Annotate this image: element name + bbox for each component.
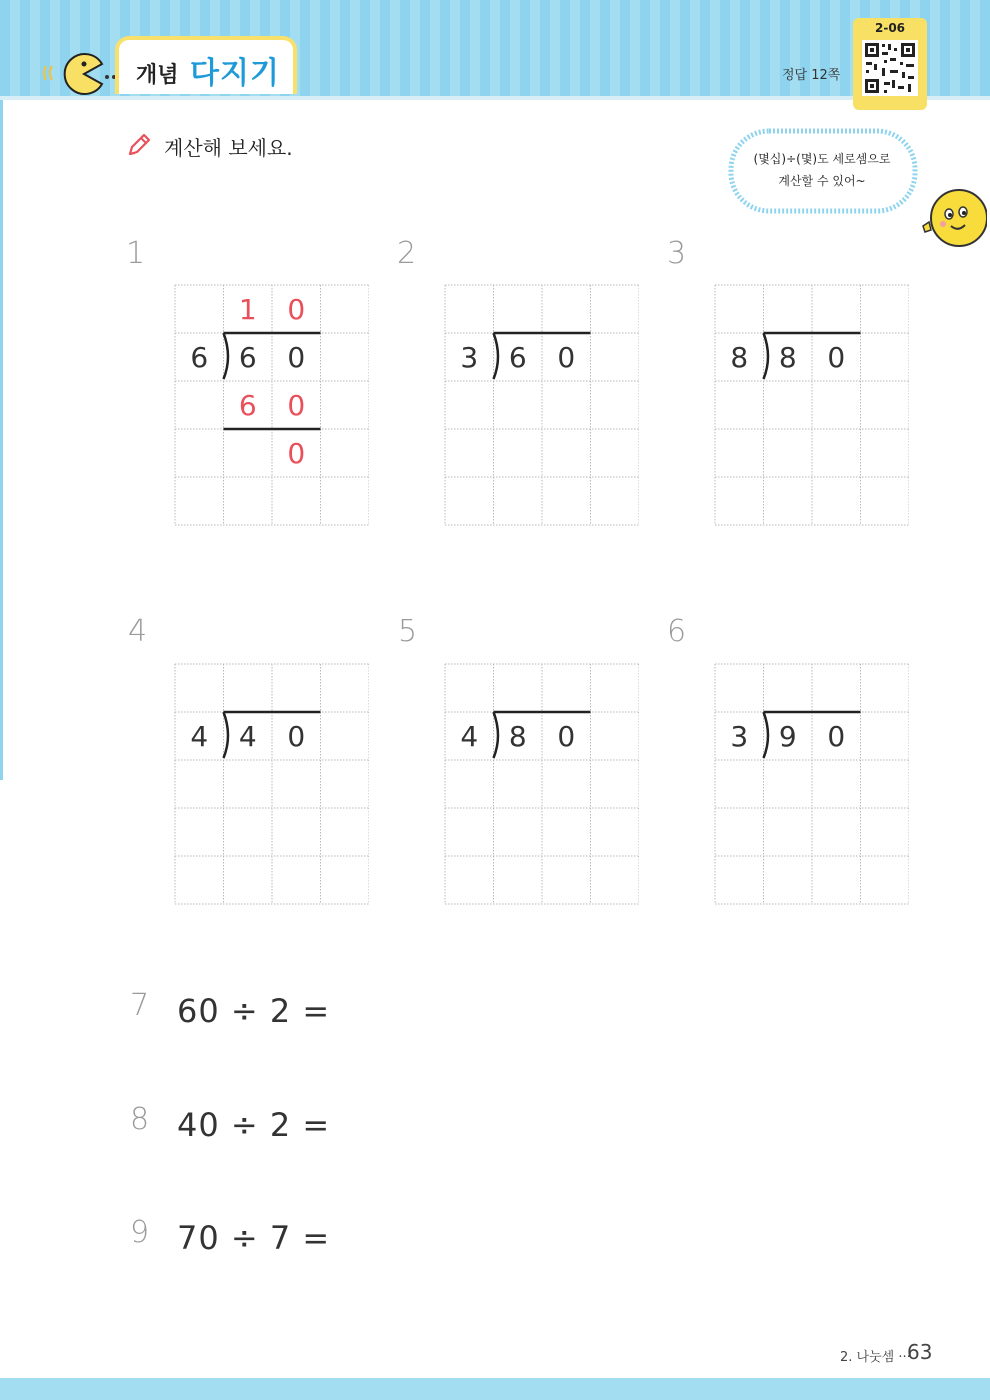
- dividend-digit: 4: [238, 720, 257, 753]
- problem-number: 3: [667, 236, 687, 271]
- grid-lines: [715, 664, 909, 904]
- long-division-grid[interactable]: [174, 284, 369, 526]
- dividend-digit: 0: [557, 720, 576, 753]
- dividend-digit: 8: [508, 720, 527, 753]
- grid-lines: [715, 285, 909, 525]
- division-bracket: [494, 712, 499, 758]
- division-bracket: [224, 333, 229, 379]
- page-number: 63: [907, 1340, 933, 1364]
- bubble-line-2: 계산할 수 있어~: [778, 174, 866, 188]
- footer-band: [0, 1378, 990, 1400]
- dividend-digit: 6: [238, 341, 257, 374]
- problem-number: 7: [130, 988, 150, 1023]
- long-division-grid[interactable]: [714, 284, 909, 526]
- equation: 60 ÷ 2 =: [177, 992, 331, 1030]
- grid-lines: [445, 285, 639, 525]
- dividend-digit: 0: [557, 341, 576, 374]
- pacman-icon: [62, 52, 106, 96]
- division-bracket: [764, 712, 769, 758]
- equation: 70 ÷ 7 =: [177, 1219, 331, 1257]
- divisor: 4: [190, 720, 209, 753]
- dividend-digit: 0: [287, 720, 306, 753]
- dividend-digit: 0: [827, 341, 846, 374]
- problem-number: 5: [398, 614, 418, 649]
- quotient-digit: 0: [287, 293, 306, 326]
- work-digit: 0: [287, 389, 306, 422]
- smiley-character-icon: [915, 180, 987, 260]
- problem-number: 2: [397, 236, 417, 271]
- qr-card[interactable]: [853, 18, 927, 110]
- footer-chapter: 2. 나눗셈 ···: [840, 1350, 911, 1365]
- header-divider: [0, 96, 990, 100]
- dividend-digit: 0: [287, 341, 306, 374]
- divisor: 8: [730, 341, 749, 374]
- equation: 40 ÷ 2 =: [177, 1106, 331, 1144]
- grid-lines: [175, 664, 369, 904]
- long-division-grid[interactable]: [444, 663, 639, 905]
- left-edge-strip: [0, 100, 3, 780]
- answer-reference: 정답 12쪽: [782, 68, 841, 83]
- divisor: 6: [190, 341, 209, 374]
- division-bracket: [494, 333, 499, 379]
- instruction-text: 계산해 보세요.: [164, 136, 293, 160]
- division-bracket: [224, 712, 229, 758]
- problem-number: 8: [130, 1102, 150, 1137]
- dividend-digit: 6: [508, 341, 527, 374]
- bubble-text: [740, 148, 904, 192]
- long-division-grid[interactable]: [174, 663, 369, 905]
- grid-lines: [175, 285, 369, 525]
- division-bracket: [764, 333, 769, 379]
- work-digit: 6: [238, 389, 257, 422]
- dividend-digit: 8: [778, 341, 797, 374]
- problem-number: 1: [126, 236, 146, 271]
- problem-number: 6: [667, 614, 687, 649]
- dividend-digit: 0: [827, 720, 846, 753]
- long-division-grid[interactable]: [444, 284, 639, 526]
- pencil-icon: [126, 132, 152, 158]
- long-division-grid[interactable]: [714, 663, 909, 905]
- grid-lines: [445, 664, 639, 904]
- problem-number: 9: [130, 1215, 150, 1250]
- qr-code-label: 2-06: [874, 21, 906, 35]
- divisor: 4: [460, 720, 479, 753]
- title-highlight: 다지기: [190, 56, 280, 91]
- divisor: 3: [460, 341, 479, 374]
- problem-number: 4: [128, 614, 148, 649]
- qr-code-icon: [862, 40, 918, 96]
- work-digit: 0: [287, 437, 306, 470]
- divisor: 3: [730, 720, 749, 753]
- quotient-digit: 1: [238, 293, 257, 326]
- title-label: 개념: [136, 63, 179, 88]
- motion-lines-icon: [40, 62, 62, 84]
- dividend-digit: 9: [778, 720, 797, 753]
- bubble-line-1: (몇십)÷(몇)도 세로셈으로: [753, 152, 891, 166]
